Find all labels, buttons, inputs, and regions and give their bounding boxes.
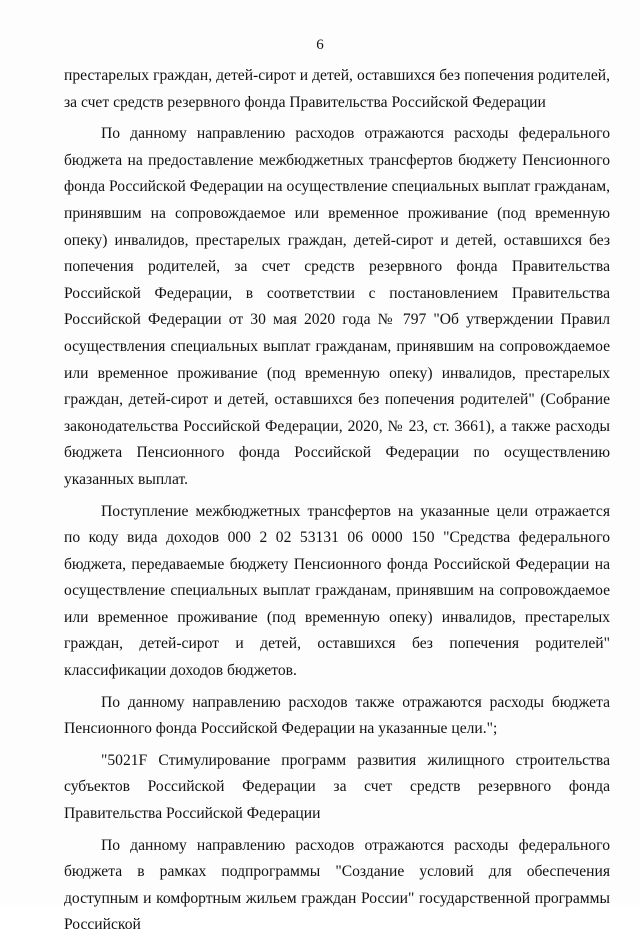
paragraph-pension-fund-expenses: По данному направлению расходов также отражаются расходы бюджета Пенсионного фонда Российской Федерации на указанные цели."; (64, 693, 610, 738)
paragraph-5021f-heading: "5021F Стимулирование программ развития жилищного строительства субъектов Российской Федерации за счет средств резервного фонда Правительства Российской Федерации (64, 751, 610, 823)
document-body (64, 63, 610, 944)
paragraph-expense-description: По данному направлению расходов отражаются расходы федерального бюджета на предоставление межбюджетных трансфертов бюджету Пенсионного фонда Российской Федерации на осуществление специальных выплат гражданам, принявшим на сопровождаемое или временное проживание (под временную опеку) инвалидов, престарелых граждан, детей-сирот и детей, оставшихся без попечения родителей, за счет средств резервного фонда Правительства Российской Федерации, в соответствии с постановлением Правительства Российской Федерации от 30 мая 2020 года № 797 "Об утверждении Правил осуществления специальных выплат гражданам, принявшим на сопровождаемое или временное проживание (под временную опеку) инвалидов, престарелых граждан, детей-сирот и детей, оставшихся без попечения родителей" (Собрание законодательства Российской Федерации, 2020, № 23, ст. 3661), а также расходы бюджета Пенсионного фонда Российской Федерации по осуществлению указанных выплат. (64, 125, 610, 488)
page-number: 6 (316, 37, 324, 53)
paragraph-continuation: престарелых граждан, детей-сирот и детей, оставшихся без попечения родителей, за счет средств резервного фонда Правительства Российской Федерации (64, 67, 610, 111)
paragraph-5021f-description: По данному направлению расходов отражаются расходы федерального бюджета в рамках подпрограммы "Создание условий для обеспечения доступным и комфортным жильем граждан России" государственной программы Российской (64, 836, 610, 934)
paragraph-income-code: Поступление межбюджетных трансфертов на указанные цели отражается по коду вида доходов 000 2 02 53131 06 0000 150 "Средства федерального бюджета, передаваемые бюджету Пенсионного фонда Российской Федерации на осуществление специальных выплат гражданам, принявшим на сопровождаемое или временное проживание (под временную опеку) инвалидов, престарелых граждан, детей-сирот и детей, оставшихся без попечения родителей" классификации доходов бюджетов. (64, 502, 610, 680)
